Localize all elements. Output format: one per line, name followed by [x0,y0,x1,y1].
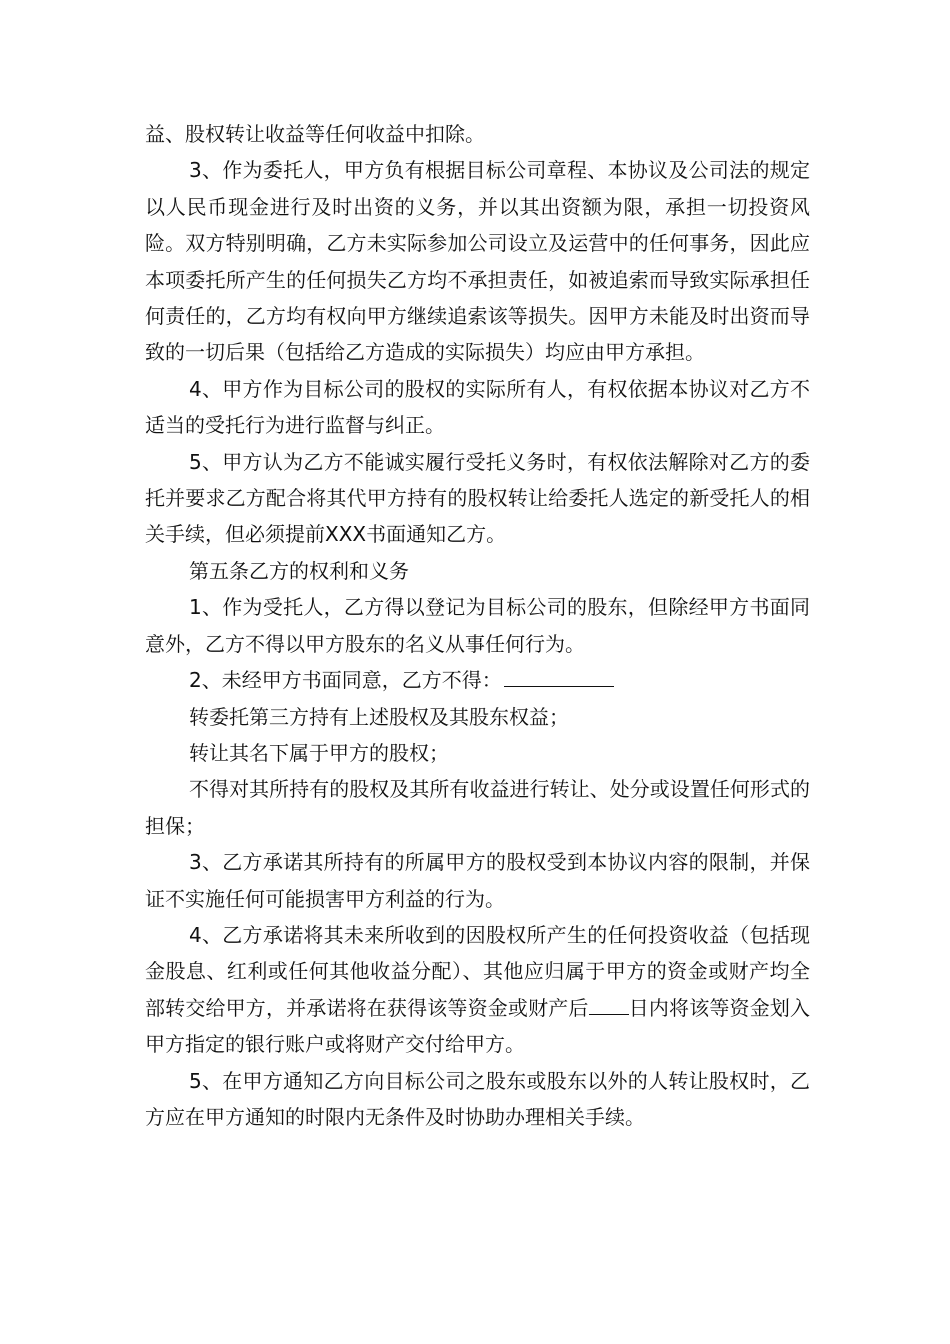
paragraph-continuation: 益、股权转让收益等任何收益中扣除。 [145,122,485,146]
clause-5-item-4 [145,917,810,1063]
clause-5-item-4-text-b: 日内将该等资金划入甲方指定的银行账户或将财产交付给甲方。 [145,995,811,1057]
clause-5-item-2-text: 2、未经甲方书面同意，乙方不得： [189,668,502,693]
document-body [145,116,810,1135]
clause-5-item-5: 5、在甲方通知乙方向目标公司之股东或股东以外的人转让股权时，乙方应在甲方通知的时限内无条件及时协助办理相关手续。 [145,1068,810,1129]
section-heading-article-5: 第五条乙方的权利和义务 [189,558,409,583]
clause-5-item-2-sub-c: 不得对其所持有的股权及其所有收益进行转让、处分或设置任何形式的担保； [145,777,810,838]
clause-5-item-4-text-a: 4、乙方承诺将其未来所收到的因股权所产生的任何投资收益（包括现金股息、红利或任何其他收益分配）、其他应归属于甲方的资金或财产均全部转交给甲方，并承诺将在获得该等资金或财产后 [145,922,810,1020]
clause-5-item-2 [145,662,810,698]
clause-4-item-4: 4、甲方作为目标公司的股权的实际所有人，有权依据本协议对乙方不适当的受托行为进行监督与纠正。 [145,376,810,438]
clause-4-item-3: 3、作为委托人，甲方负有根据目标公司章程、本协议及公司法的规定以人民币现金进行及时出资的义务，并以其出资额为限，承担一切投资风险。双方特别明确，乙方未实际参加公司设立及运营中的任何事务，因此应本项委托所产生的任何损失乙方均不承担责任，如被追索而导致实际承担任何责任的，乙方均有权向甲方继续追索该等损失。因甲方未能及时出资而导致的一切后果（包括给乙方造成的实际损失）均应由甲方承担。 [145,158,810,365]
clause-5-item-3: 3、乙方承诺其所持有的所属甲方的股权受到本协议内容的限制，并保证不实施任何可能损害甲方利益的行为。 [145,850,810,911]
days-blank [589,994,629,1015]
clause-5-item-1: 1、作为受托人，乙方得以登记为目标公司的股东，但除经甲方书面同意外，乙方不得以甲方股东的名义从事任何行为。 [145,595,810,656]
clause-5-item-2-sub-b: 转让其名下属于甲方的股权； [189,740,449,765]
clause-4-item-5: 5、甲方认为乙方不能诚实履行受托义务时，有权依法解除对乙方的委托并要求乙方配合将其代甲方持有的股权转让给委托人选定的新受托人的相关手续，但必须提前XXX书面通知乙方。 [145,449,810,547]
fill-in-blank [504,666,614,687]
clause-5-item-2-sub-a: 转委托第三方持有上述股权及其股东权益； [189,704,569,729]
